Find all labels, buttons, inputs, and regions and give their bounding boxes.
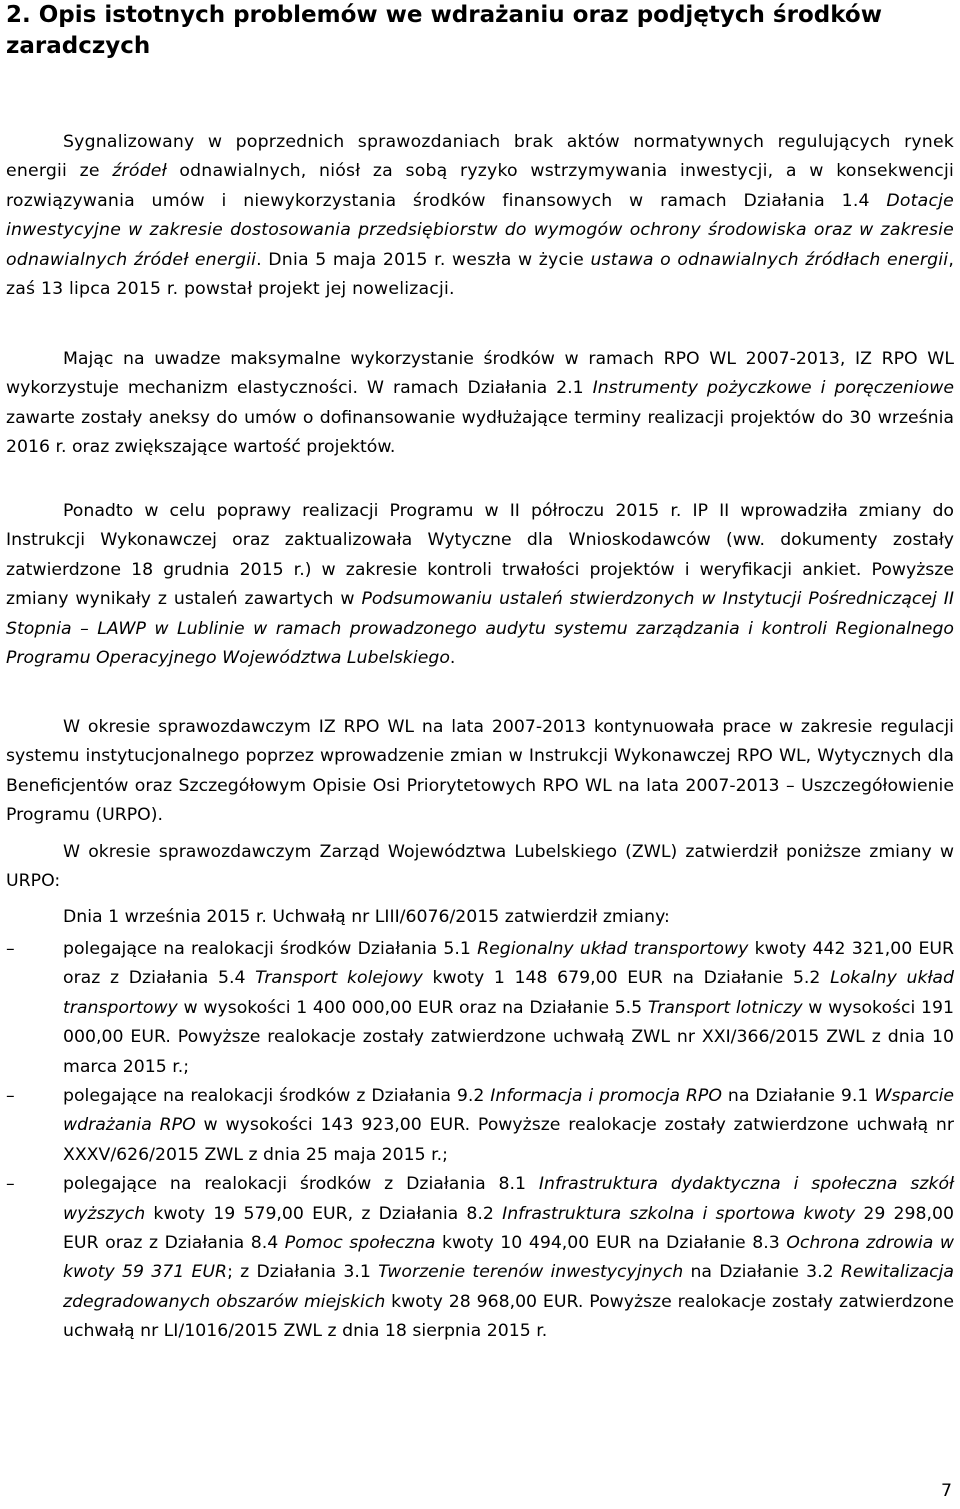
text-run: na Działanie 3.2 xyxy=(683,1262,841,1283)
italic-text-run: Informacja i promocja RPO xyxy=(490,1086,722,1107)
text-run: odnawialnych, niósł za sobą ryzyko wstrzymywania inwestycji, a w konsekwencji rozwiązywania umów i niewykorzystania środków finansowych w ramach Działania 1.4 xyxy=(6,161,954,211)
italic-text-run: ustawa o odnawialnych źródłach energii xyxy=(590,249,949,270)
dash-bullet: – xyxy=(6,1086,15,1107)
text-run: zawarte zostały aneksy do umów o dofinansowanie wydłużające terminy realizacji projektów do 30 września 2016 r. oraz zwiększające wartość projektów. xyxy=(6,407,954,458)
italic-text-run: Lokalny układ transportowy xyxy=(63,968,954,1018)
italic-text-run: Infrastruktura szkolna i sportowa kwoty xyxy=(502,1203,856,1224)
list-item xyxy=(0,1170,960,1346)
italic-text-run: Transport kolejowy xyxy=(255,968,423,989)
paragraph-2 xyxy=(6,345,954,463)
text-run: kwoty 1 148 679,00 EUR na Działanie 5.2 xyxy=(422,968,831,989)
paragraph-5 xyxy=(6,838,954,897)
list-item-text xyxy=(63,1170,954,1346)
list-item xyxy=(0,1082,960,1170)
text-run: polegające na realokacji środków z Działania 8.1 xyxy=(63,1174,539,1195)
text-run: w wysokości 143 923,00 EUR. Powyższe realokacje zostały zatwierdzone uchwałą nr XXXV/626/2015 ZWL z dnia 25 maja 2015 r.; xyxy=(63,1115,954,1165)
resolution-date-line: Dnia 1 września 2015 r. Uchwałą nr LIII/6076/2015 zatwierdził zmiany: xyxy=(63,907,670,927)
list-item-text xyxy=(63,1082,954,1170)
text-run: w wysokości 191 000,00 EUR. Powyższe realokacje zostały zatwierdzone uchwałą ZWL nr XXI/366/2015 ZWL z dnia 10 marca 2015 r.; xyxy=(63,997,955,1077)
italic-text-run: Transport lotniczy xyxy=(647,997,803,1018)
text-run: W okresie sprawozdawczym Zarząd Województwa Lubelskiego (ZWL) zatwierdził poniższe zmiany w URPO: xyxy=(6,842,954,892)
paragraph-4 xyxy=(6,713,954,831)
text-run: ; z Działania 3.1 xyxy=(227,1262,379,1283)
text-run: na Działanie 9.1 xyxy=(721,1086,875,1107)
italic-text-run: Instrumenty pożyczkowe i poręczeniowe xyxy=(592,378,954,399)
text-run: kwoty 442 321,00 EUR oraz z Działania 5.4 xyxy=(63,939,955,989)
italic-text-run: Infrastruktura dydaktyczna i społeczna szkół wyższych xyxy=(63,1174,955,1224)
italic-text-run: Wsparcie wdrażania RPO xyxy=(63,1086,955,1136)
text-run: polegające na realokacji środków z Działania 9.2 xyxy=(63,1086,491,1107)
list-item-text xyxy=(63,935,954,1082)
text-run: kwoty 28 968,00 EUR. Powyższe realokacje zostały zatwierdzone uchwałą nr LI/1016/2015 ZWL z dnia 18 sierpnia 2015 r. xyxy=(63,1291,955,1342)
text-run: polegające na realokacji środków Działania 5.1 xyxy=(63,939,478,959)
paragraph-1 xyxy=(6,128,954,304)
text-run: . xyxy=(449,648,456,669)
dash-bullet: – xyxy=(6,1174,15,1195)
changes-list xyxy=(0,935,960,1347)
italic-text-run: Regionalny układ transportowy xyxy=(477,939,749,959)
text-run: w wysokości 1 400 000,00 EUR oraz na Działanie 5.5 xyxy=(177,997,648,1018)
italic-text-run: Podsumowaniu ustaleń stwierdzonych w Instytucji Pośredniczącej II Stopnia – LAWP w Lublinie w ramach prowadzonego audytu systemu zarządzania i kontroli Regionalnego Programu Operacyjnego Województwa Lubelskiego xyxy=(6,589,954,669)
paragraph-3 xyxy=(6,497,954,673)
text-run: . Dnia 5 maja 2015 r. weszła w życie xyxy=(256,249,591,270)
dash-bullet: – xyxy=(6,939,15,959)
text-run: kwoty 19 579,00 EUR, z Działania 8.2 xyxy=(145,1203,503,1224)
text-run: , zaś 13 lipca 2015 r. powstał projekt jej nowelizacji. xyxy=(6,249,955,300)
italic-text-run: Dotacje inwestycyjne w zakresie dostosowania przedsiębiorstw do wymogów ochrony środowiska oraz w zakresie odnawialnych źródeł energii xyxy=(6,190,954,270)
text-run: 29 298,00 EUR oraz z Działania 8.4 xyxy=(63,1203,954,1254)
italic-text-run: Ochrona zdrowia w kwoty 59 371 EUR xyxy=(63,1233,954,1283)
italic-text-run: Tworzenie terenów inwestycyjnych xyxy=(378,1262,684,1283)
text-run: kwoty 10 494,00 EUR na Działanie 8.3 xyxy=(435,1233,787,1254)
text-run: Sygnalizowany w poprzednich sprawozdaniach brak aktów normatywnych regulujących rynek energii ze xyxy=(6,132,954,182)
text-run: Mając na uwadze maksymalne wykorzystanie środków w ramach RPO WL 2007-2013, IZ RPO WL wykorzystuje mechanizm elastyczności. W ramach Działania 2.1 xyxy=(6,349,954,399)
italic-text-run: Pomoc społeczna xyxy=(284,1233,436,1254)
text-run: Ponadto w celu poprawy realizacji Programu w II półroczu 2015 r. IP II wprowadziła zmiany do Instrukcji Wykonawczej oraz zaktualizowała Wytyczne dla Wnioskodawców (ww. dokumenty zostały zatwierdzone 18 grudnia 2015 r.) w zakresie kontroli trwałości projektów i weryfikacji ankiet. Powyższe zmiany wynikały z ustaleń zawartych w xyxy=(6,501,954,610)
italic-text-run: Rewitalizacja zdegradowanych obszarów miejskich xyxy=(63,1262,955,1312)
list-item xyxy=(0,935,960,1082)
text-run: W okresie sprawozdawczym IZ RPO WL na lata 2007-2013 kontynuowała prace w zakresie regulacji systemu instytucjonalnego poprzez wprowadzenie zmian w Instrukcji Wykonawczej RPO WL, Wytycznych dla Beneficjentów oraz Szczegółowym Opisie Osi Priorytetowych RPO WL na lata 2007-2013 – Uszczegółowienie Programu (URPO). xyxy=(6,717,954,826)
page-number: 7 xyxy=(941,1481,952,1501)
italic-text-run: źródeł xyxy=(112,161,167,182)
section-heading: 2. Opis istotnych problemów we wdrażaniu oraz podjętych środków zaradczych xyxy=(6,2,882,59)
